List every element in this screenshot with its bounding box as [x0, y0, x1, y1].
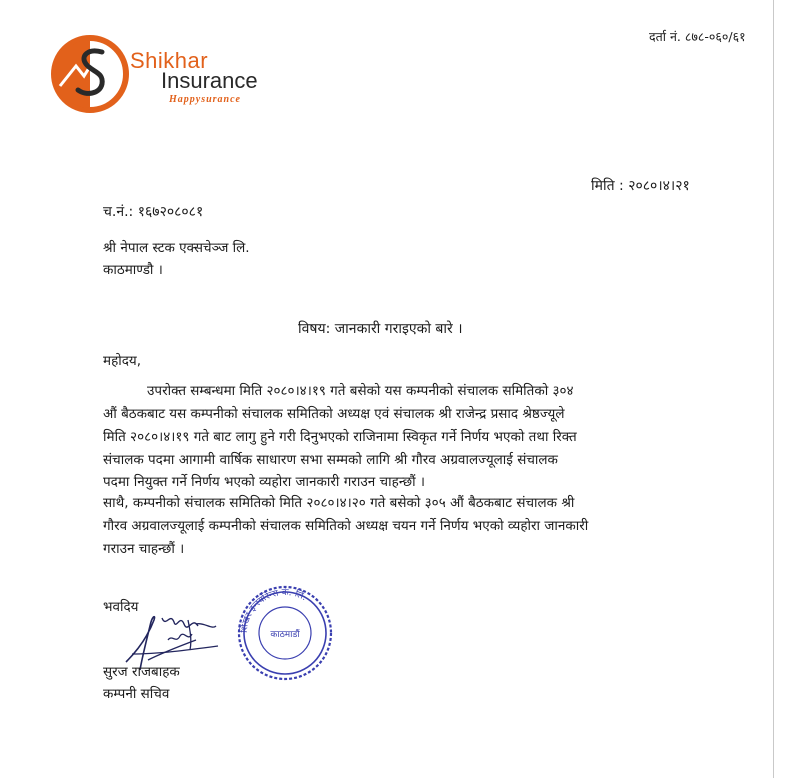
- recipient-name: श्री नेपाल स्टक एक्सचेञ्ज लि.: [103, 240, 250, 256]
- body-line: पदमा नियुक्त गर्ने निर्णय भएको व्यहोरा जानकारी गराउन चाहन्छौं ।: [103, 474, 425, 490]
- letter-date: मिति : २०८०।४।२१: [591, 178, 690, 194]
- signatory-title: कम्पनी सचिव: [103, 686, 170, 702]
- brand-name-shikhar: Shikhar: [130, 48, 209, 73]
- seal-ring-text: शिखर इन्स्योरेन्स कं. लि.: [239, 587, 309, 634]
- closing: भवदिय: [103, 599, 139, 615]
- body-line: संचालक पदमा आगामी वार्षिक साधारण सभा सम्मको लागि श्री गौरव अग्रवालज्यूलाई संचालक: [103, 452, 558, 468]
- reference-number: च.नं.: १६७२०८०८१: [103, 204, 204, 220]
- signatory-name: सुरज राजबाहक: [103, 664, 180, 680]
- company-seal: [230, 583, 340, 683]
- body-line: गराउन चाहन्छौं ।: [103, 541, 185, 557]
- letter-body: [103, 380, 723, 561]
- brand-name-insurance: Insurance: [161, 68, 258, 93]
- body-line: साथै, कम्पनीको संचालक समितिको मिति २०८०।४।२० गते बसेको ३०५ औं बैठकबाट संचालक श्री: [103, 495, 575, 511]
- shikhar-logo-icon: [50, 34, 130, 114]
- body-line: औं बैठकबाट यस कम्पनीको संचालक समितिको अध्यक्ष एवं संचालक श्री राजेन्द्र प्रसाद श्रेष्ठज्यूले: [103, 406, 565, 422]
- salutation: महोदय,: [103, 353, 142, 369]
- body-line: गौरव अग्रवालज्यूलाई कम्पनीको संचालक समितिको अध्यक्ष चयन गर्ने निर्णय भएको व्यहोरा जानकारी: [103, 518, 589, 534]
- body-line: मिति २०८०।४।१९ गते बाट लागु हुने गरी दिनुभएको राजिनामा स्विकृत गर्ने निर्णय भएको तथा रिक्त: [103, 429, 577, 445]
- recipient-city: काठमाण्डौ ।: [103, 262, 163, 278]
- body-line: उपरोक्त सम्बन्धमा मिति २०८०।४।१९ गते बसेको यस कम्पनीको संचालक समितिको ३०४: [147, 383, 574, 399]
- letter-subject: विषय: जानकारी गराइएको बारे ।: [298, 321, 463, 337]
- seal-center-text: काठमाडौं: [270, 630, 300, 640]
- brand-tagline: Happysurance: [169, 94, 241, 105]
- registration-number: दर्ता नं. ८७८-०६०/६१: [649, 29, 746, 44]
- company-logo: [50, 34, 280, 114]
- scan-edge-divider: [773, 0, 774, 778]
